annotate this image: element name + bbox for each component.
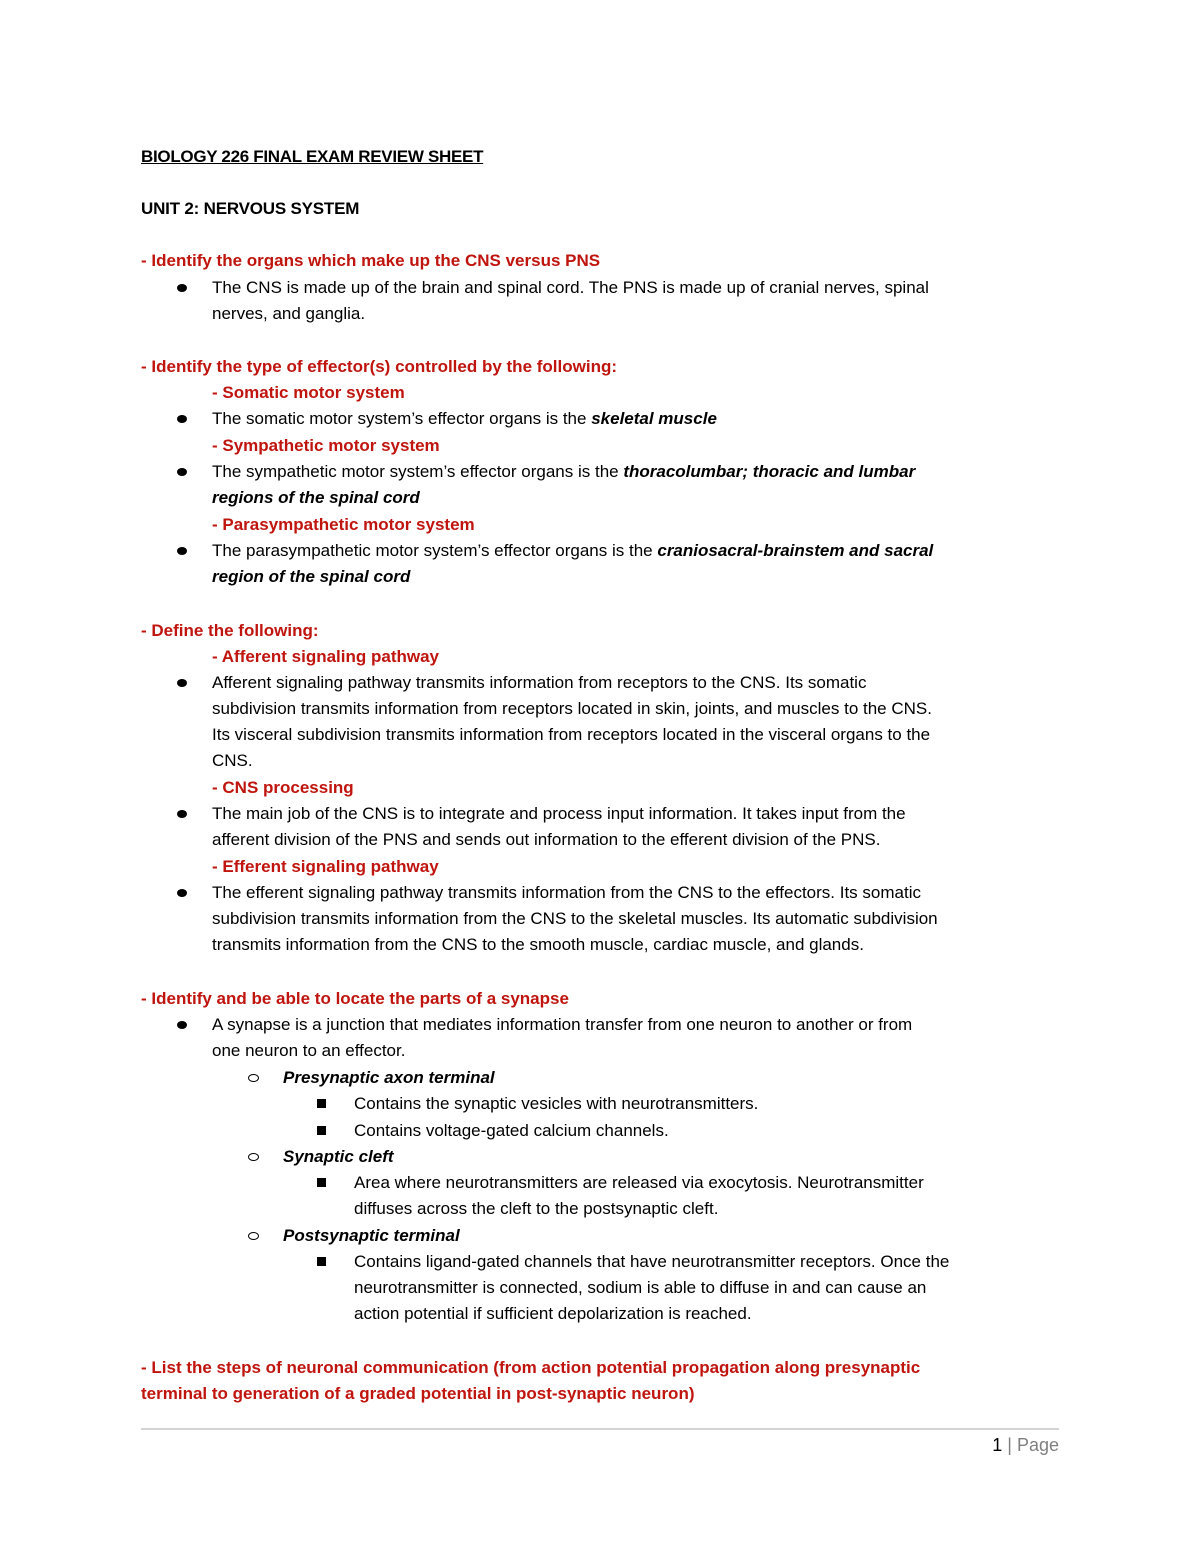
answer-line: afferent division of the PNS and sends out information to the efferent division of the PNS.	[212, 830, 881, 849]
footer-divider	[141, 1428, 1059, 1430]
answer-line: The efferent signaling pathway transmits information from the CNS to the effectors. Its somatic	[212, 883, 921, 902]
emphasis-text: thoracolumbar; thoracic and lumbar	[623, 462, 916, 481]
question-heading: - Identify the organs which make up the CNS versus PNS	[141, 251, 601, 270]
answer-line: The CNS is made up of the brain and spinal cord. The PNS is made up of cranial nerves, spinal	[212, 278, 929, 297]
subheading: - Somatic motor system	[212, 383, 405, 402]
document-title: BIOLOGY 226 FINAL EXAM REVIEW SHEET	[141, 147, 484, 166]
bullet-icon	[177, 679, 187, 687]
bullet-icon	[177, 284, 187, 292]
detail-line: neurotransmitter is connected, sodium is able to diffuse in and can cause an	[354, 1278, 927, 1297]
subheading: - Efferent signaling pathway	[212, 857, 439, 876]
emphasis-text: skeletal muscle	[591, 409, 717, 428]
answer-line	[212, 461, 915, 483]
synapse-part-label: Presynaptic axon terminal	[283, 1068, 495, 1087]
bullet-icon	[177, 1021, 187, 1029]
question-heading: - Define the following:	[141, 621, 319, 640]
page-number: 1	[992, 1435, 1003, 1455]
square-bullet-icon	[317, 1257, 326, 1266]
question-heading: - Identify the type of effector(s) controlled by the following:	[141, 357, 617, 376]
unit-heading: UNIT 2: NERVOUS SYSTEM	[141, 199, 360, 218]
detail-line: Contains voltage-gated calcium channels.	[354, 1121, 669, 1140]
circle-bullet-icon	[248, 1232, 259, 1240]
subheading: - Parasympathetic motor system	[212, 515, 475, 534]
detail-line: diffuses across the cleft to the postsynaptic cleft.	[354, 1199, 719, 1218]
question-heading: terminal to generation of a graded potential in post-synaptic neuron)	[141, 1384, 695, 1403]
circle-bullet-icon	[248, 1153, 259, 1161]
bullet-icon	[177, 889, 187, 897]
answer-line: CNS.	[212, 751, 253, 770]
answer-line: The main job of the CNS is to integrate and process input information. It takes input from the	[212, 804, 906, 823]
answer-line: Afferent signaling pathway transmits information from receptors to the CNS. Its somatic	[212, 673, 867, 692]
answer-line: A synapse is a junction that mediates information transfer from one neuron to another or from	[212, 1015, 913, 1034]
answer-line: transmits information from the CNS to the smooth muscle, cardiac muscle, and glands.	[212, 935, 864, 954]
answer-line	[212, 408, 717, 430]
answer-line: subdivision transmits information from the CNS to the skeletal muscles. Its automatic subdivision	[212, 909, 938, 928]
answer-line: nerves, and ganglia.	[212, 304, 366, 323]
answer-line: subdivision transmits information from receptors located in skin, joints, and muscles to the CNS.	[212, 699, 932, 718]
square-bullet-icon	[317, 1099, 326, 1108]
page-footer	[992, 1434, 1059, 1456]
answer-text: The parasympathetic motor system’s effector organs is the	[212, 541, 658, 560]
question-heading: - Identify and be able to locate the parts of a synapse	[141, 989, 569, 1008]
emphasis-line: regions of the spinal cord	[212, 488, 420, 507]
square-bullet-icon	[317, 1126, 326, 1135]
bullet-icon	[177, 547, 187, 555]
answer-line	[212, 540, 933, 562]
detail-line: action potential if sufficient depolarization is reached.	[354, 1304, 752, 1323]
synapse-part-label: Synaptic cleft	[283, 1147, 394, 1166]
detail-line: Area where neurotransmitters are released via exocytosis. Neurotransmitter	[354, 1173, 924, 1192]
emphasis-text: craniosacral-brainstem and sacral	[657, 541, 934, 560]
answer-text: The sympathetic motor system’s effector organs is the	[212, 462, 624, 481]
synapse-part-label: Postsynaptic terminal	[283, 1226, 460, 1245]
detail-line: Contains ligand-gated channels that have neurotransmitter receptors. Once the	[354, 1252, 950, 1271]
circle-bullet-icon	[248, 1074, 259, 1082]
subheading: - Sympathetic motor system	[212, 436, 440, 455]
question-heading: - List the steps of neuronal communication (from action potential propagation along presynaptic	[141, 1358, 921, 1377]
answer-line: one neuron to an effector.	[212, 1041, 406, 1060]
square-bullet-icon	[317, 1178, 326, 1187]
answer-line: Its visceral subdivision transmits information from receptors located in the visceral organs to the	[212, 725, 931, 744]
page-separator: |	[1007, 1435, 1012, 1455]
subheading: - CNS processing	[212, 778, 354, 797]
emphasis-line: region of the spinal cord	[212, 567, 411, 586]
bullet-icon	[177, 415, 187, 423]
bullet-icon	[177, 468, 187, 476]
subheading: - Afferent signaling pathway	[212, 647, 440, 666]
bullet-icon	[177, 810, 187, 818]
answer-text: The somatic motor system’s effector organs is the	[212, 409, 592, 428]
detail-line: Contains the synaptic vesicles with neurotransmitters.	[354, 1094, 759, 1113]
page-label: Page	[1016, 1435, 1059, 1455]
